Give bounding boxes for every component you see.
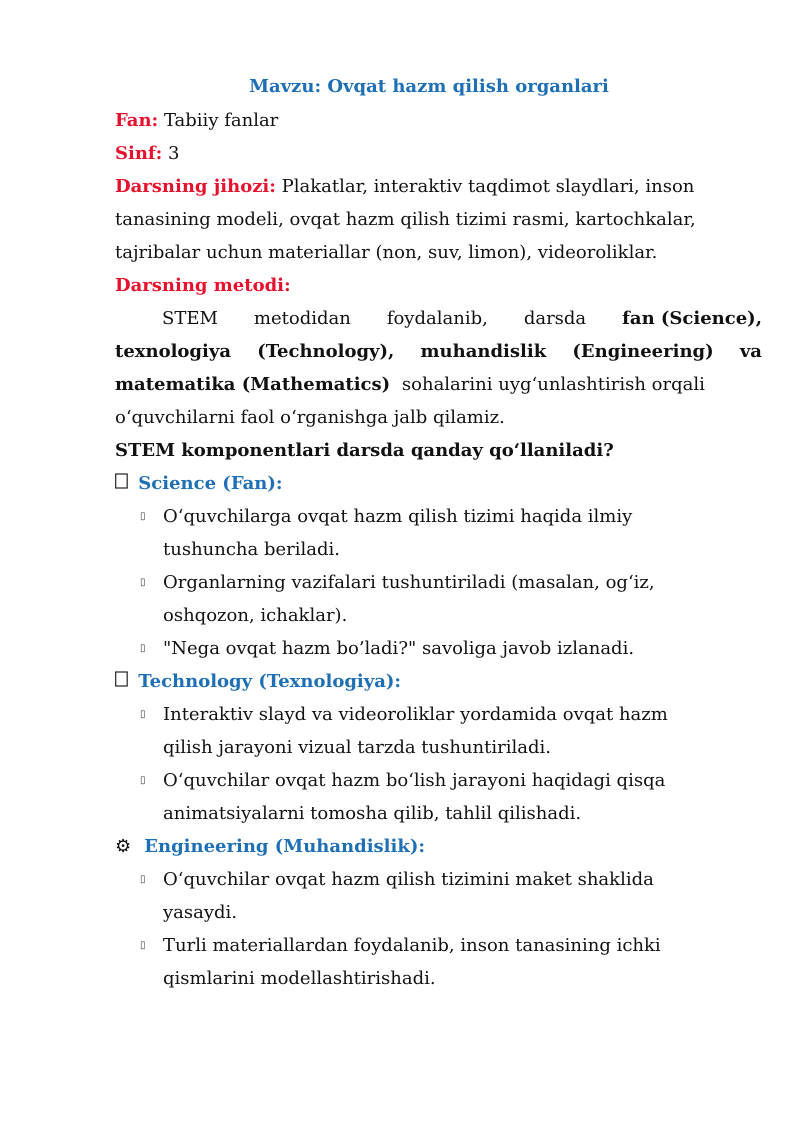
fan-label: Fan: <box>115 110 159 131</box>
fan-value: Tabiiy fanlar <box>163 110 279 131</box>
metod-word: (Technology), <box>257 341 395 362</box>
jihoz-label: Darsning jihozi: <box>115 176 276 197</box>
list-item: "Nega ovqat hazm bo’ladi?" savoliga javob izlanadi. <box>163 638 635 659</box>
list-item: O‘quvchilarga ovqat hazm qilish tizimi haqida ilmiy <box>163 506 633 527</box>
page-title: Mavzu: Ovqat hazm qilish organlari <box>249 76 609 97</box>
science-heading <box>115 467 762 500</box>
list-item-cont: oshqozon, ichaklar). <box>163 605 348 626</box>
bullet-icon: ▯ <box>140 643 146 654</box>
jihoz-text-1: Plakatlar, interaktiv taqdimot slaydlari, inson <box>281 176 695 197</box>
sinf-line <box>115 137 762 170</box>
list-item-cont: qismlarini modellashtirishadi. <box>163 968 436 989</box>
sinf-label: Sinf: <box>115 143 163 164</box>
list-item-cont: yasaydi. <box>163 902 238 923</box>
list-item-cont: tushuncha beriladi. <box>163 539 340 560</box>
bullet-icon: ▯ <box>140 511 146 522</box>
metod-label: Darsning metodi: <box>115 275 291 296</box>
list-item-cont: qilish jarayoni vizual tarzda tushuntiriladi. <box>163 737 551 758</box>
metod-word: darsda <box>523 308 587 329</box>
computer-icon <box>115 665 129 698</box>
fan-line <box>115 104 762 137</box>
metod-text: sohalarini uyg‘unlashtirish orqali <box>401 374 705 395</box>
engineering-heading-text: Engineering (Muhandislik): <box>144 836 425 857</box>
list-item: O‘quvchilar ovqat hazm qilish tizimini maket shaklida <box>163 869 654 890</box>
metod-line-1 <box>115 302 762 335</box>
metod-word: texnologiya <box>115 341 231 362</box>
microscope-icon <box>115 467 129 500</box>
gear-icon: ⚙ <box>115 836 132 857</box>
science-heading-text: Science (Fan): <box>138 473 283 494</box>
metod-word: metodidan <box>253 308 351 329</box>
list-item: Turli materiallardan foydalanib, inson tanasining ichki <box>163 935 661 956</box>
list-item-cont: animatsiyalarni tomosha qilib, tahlil qilishadi. <box>163 803 582 824</box>
bullet-icon: ▯ <box>140 709 146 720</box>
list-item: O‘quvchilar ovqat hazm bo‘lish jarayoni haqidagi qisqa <box>163 770 666 791</box>
metod-word: va <box>739 341 762 362</box>
stem-question: STEM komponentlari darsda qanday qo‘llaniladi? <box>115 440 614 461</box>
jihoz-line-2: tanasining modeli, ovqat hazm qilish tizimi rasmi, kartochkalar, <box>115 209 696 230</box>
list-item: Organlarning vazifalari tushuntiriladi (masalan, og‘iz, <box>163 572 655 593</box>
jihoz-line-1 <box>115 170 762 203</box>
metod-word: fan (Science), <box>622 308 762 329</box>
bullet-icon: ▯ <box>140 874 146 885</box>
metod-word: foydalanib, <box>386 308 488 329</box>
bullet-icon: ▯ <box>140 940 146 951</box>
technology-heading-text: Technology (Texnologiya): <box>138 671 402 692</box>
metod-word: (Engineering) <box>572 341 714 362</box>
engineering-heading <box>115 830 762 863</box>
metod-word: STEM <box>162 308 218 329</box>
list-item: Interaktiv slayd va videoroliklar yordamida ovqat hazm <box>163 704 668 725</box>
technology-heading <box>115 665 762 698</box>
metod-bold-text: matematika (Mathematics) <box>115 374 391 395</box>
metod-line-3 <box>115 368 762 401</box>
jihoz-line-3: tajribalar uchun materiallar (non, suv, limon), videoroliklar. <box>115 242 658 263</box>
bullet-icon: ▯ <box>140 577 146 588</box>
sinf-value: 3 <box>168 143 180 164</box>
metod-line-4: o‘quvchilarni faol o‘rganishga jalb qilamiz. <box>115 407 505 428</box>
metod-word: muhandislik <box>420 341 547 362</box>
metod-line-2 <box>115 335 762 368</box>
bullet-icon: ▯ <box>140 775 146 786</box>
